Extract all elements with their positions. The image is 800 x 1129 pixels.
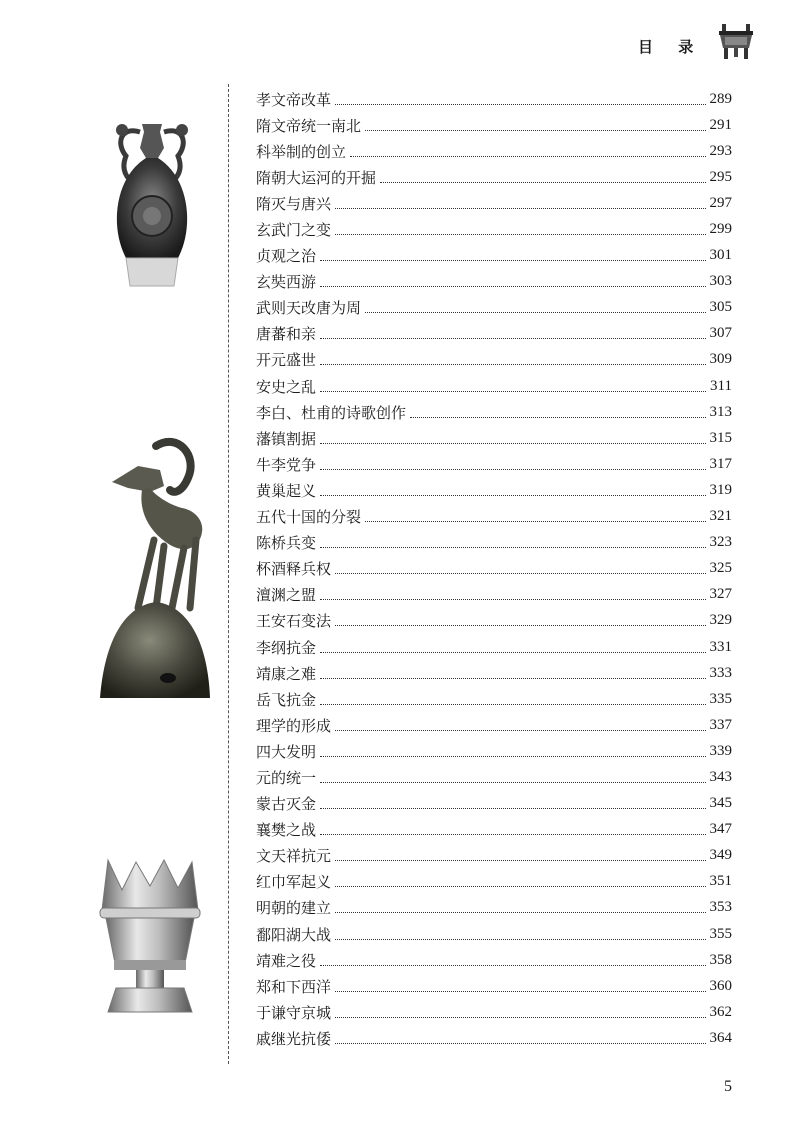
page-number: 5 [724,1078,732,1095]
toc-entry-page: 313 [709,403,732,420]
toc-entry-title: 玄奘西游 [256,273,317,292]
toc-entry-title: 藩镇割据 [256,429,317,448]
toc-entry-page: 362 [709,1003,732,1020]
toc-leader-dots [320,782,705,783]
toc-entry-title: 陈桥兵变 [256,534,317,553]
toc-entry-page: 305 [709,299,732,316]
toc-leader-dots [335,625,705,626]
toc-entry-title: 明朝的建立 [256,899,332,918]
toc-leader-dots [335,730,705,731]
toc-entry[interactable] [256,216,732,242]
toc-entry-page: 329 [709,612,732,629]
toc-leader-dots [320,286,705,287]
toc-entry-page: 295 [709,168,732,185]
toc-entry[interactable] [256,999,732,1025]
toc-entry-title: 孝文帝改革 [256,90,332,109]
toc-leader-dots [320,808,705,809]
toc-entry-title: 靖难之役 [256,951,317,970]
toc-entry-page: 303 [709,273,732,290]
toc-entry-page: 335 [709,690,732,707]
toc-entry-title: 于谦守京城 [256,1003,332,1022]
toc-leader-dots [320,547,705,548]
toc-entry[interactable] [256,869,732,895]
toc-entry[interactable] [256,269,732,295]
toc-entry-title: 五代十国的分裂 [256,508,362,527]
toc-leader-dots [320,495,705,496]
dashed-divider [228,84,229,1064]
toc-entry[interactable] [256,425,732,451]
toc-entry-title: 武则天改唐为周 [256,299,362,318]
toc-leader-dots [320,338,705,339]
toc-entry[interactable] [256,399,732,425]
toc-leader-dots [365,521,705,522]
toc-entry-page: 325 [709,560,732,577]
toc-entry-page: 355 [709,925,732,942]
toc-leader-dots [335,860,705,861]
toc-entry-title: 四大发明 [256,742,317,761]
toc-leader-dots [320,260,705,261]
toc-entry-page: 331 [709,638,732,655]
toc-entry-title: 文天祥抗元 [256,847,332,866]
toc-leader-dots [320,469,705,470]
toc-leader-dots [335,573,705,574]
toc-entry-title: 科举制的创立 [256,142,347,161]
toc-leader-dots [335,1043,705,1044]
toc-entry[interactable] [256,791,732,817]
toc-entry-title: 牛李党争 [256,455,317,474]
toc-entry-page: 293 [709,142,732,159]
page-title: 目 录 [638,38,704,56]
toc-entry-page: 353 [709,899,732,916]
toc-entry-page: 339 [709,742,732,759]
toc-entry-title: 襄樊之战 [256,821,317,840]
silver-cup-image [98,856,202,1018]
toc-entry[interactable] [256,712,732,738]
toc-entry-title: 杯酒释兵权 [256,560,332,579]
toc-entry-page: 291 [709,116,732,133]
toc-entry-title: 黄巢起义 [256,481,317,500]
toc-entry[interactable] [256,634,732,660]
toc-entry-title: 澶渊之盟 [256,586,317,605]
toc-entry-page: 289 [709,90,732,107]
toc-entry-page: 311 [710,377,732,394]
toc-entry[interactable] [256,556,732,582]
toc-entry-title: 李白、杜甫的诗歌创作 [256,403,407,422]
toc-entry-title: 贞观之治 [256,247,317,266]
toc-entry-page: 347 [709,821,732,838]
toc-entry[interactable] [256,112,732,138]
table-of-contents [256,86,732,1051]
toc-leader-dots [320,599,705,600]
toc-leader-dots [335,886,705,887]
toc-entry[interactable] [256,321,732,347]
toc-entry-page: 323 [709,534,732,551]
toc-entry[interactable] [256,138,732,164]
toc-leader-dots [335,991,705,992]
toc-entry-title: 隋朝大运河的开掘 [256,168,377,187]
toc-leader-dots [335,912,705,913]
toc-entry-title: 开元盛世 [256,351,317,370]
toc-entry[interactable] [256,738,732,764]
toc-entry[interactable] [256,817,732,843]
toc-entry-page: 319 [709,481,732,498]
toc-entry[interactable] [256,530,732,556]
toc-leader-dots [365,130,705,131]
toc-leader-dots [335,939,705,940]
toc-entry-title: 郑和下西洋 [256,977,332,996]
bronze-goat-bell-image [98,436,214,706]
toc-entry-title: 靖康之难 [256,664,317,683]
toc-entry-title: 李纲抗金 [256,638,317,657]
toc-entry-page: 307 [709,325,732,342]
toc-leader-dots [335,234,705,235]
toc-entry[interactable] [256,582,732,608]
toc-entry-page: 351 [709,873,732,890]
toc-entry-page: 309 [709,351,732,368]
toc-entry-title: 隋文帝统一南北 [256,116,362,135]
toc-entry-title: 戚继光抗倭 [256,1029,332,1048]
toc-leader-dots [320,756,705,757]
toc-entry-page: 301 [709,247,732,264]
toc-entry-title: 安史之乱 [256,377,317,396]
toc-entry-title: 岳飞抗金 [256,690,317,709]
toc-entry[interactable] [256,243,732,269]
toc-entry[interactable] [256,764,732,790]
toc-entry[interactable] [256,921,732,947]
toc-entry-page: 364 [709,1029,732,1046]
toc-entry[interactable] [256,686,732,712]
toc-leader-dots [320,391,706,392]
toc-entry[interactable] [256,504,732,530]
toc-leader-dots [365,312,705,313]
toc-entry-title: 元的统一 [256,768,317,787]
toc-leader-dots [410,417,705,418]
toc-leader-dots [335,208,705,209]
toc-leader-dots [320,704,705,705]
toc-entry-page: 349 [709,847,732,864]
toc-entry[interactable] [256,164,732,190]
toc-entry-page: 345 [709,795,732,812]
toc-leader-dots [350,156,705,157]
toc-entry-page: 333 [709,664,732,681]
toc-entry-title: 鄱阳湖大战 [256,925,332,944]
toc-entry[interactable] [256,608,732,634]
toc-leader-dots [335,1017,705,1018]
toc-entry[interactable] [256,973,732,999]
toc-entry[interactable] [256,451,732,477]
toc-entry-title: 蒙古灭金 [256,795,317,814]
toc-entry-title: 红巾军起义 [256,873,332,892]
toc-entry[interactable] [256,1025,732,1051]
toc-entry-page: 299 [709,221,732,238]
toc-entry-title: 隋灭与唐兴 [256,194,332,213]
toc-entry-title: 玄武门之变 [256,221,332,240]
toc-entry[interactable] [256,347,732,373]
toc-entry[interactable] [256,843,732,869]
toc-entry[interactable] [256,947,732,973]
toc-entry-title: 理学的形成 [256,716,332,735]
toc-entry-page: 317 [709,455,732,472]
toc-entry-page: 358 [709,951,732,968]
toc-leader-dots [320,443,705,444]
toc-leader-dots [335,104,705,105]
toc-entry-page: 343 [709,768,732,785]
toc-entry[interactable] [256,373,732,399]
toc-leader-dots [320,678,705,679]
bronze-ding-icon [716,22,756,60]
toc-leader-dots [320,652,705,653]
toc-entry-title: 唐蕃和亲 [256,325,317,344]
toc-leader-dots [320,965,705,966]
amphora-vase-image [104,118,200,293]
toc-entry-page: 297 [709,194,732,211]
toc-entry-page: 360 [709,977,732,994]
toc-entry[interactable] [256,86,732,112]
toc-entry-title: 王安石变法 [256,612,332,631]
toc-entry-page: 327 [709,586,732,603]
toc-entry[interactable] [256,477,732,503]
toc-entry[interactable] [256,190,732,216]
toc-leader-dots [320,364,705,365]
toc-entry[interactable] [256,895,732,921]
toc-leader-dots [320,834,705,835]
toc-leader-dots [380,182,705,183]
toc-entry-page: 315 [709,429,732,446]
toc-entry-page: 337 [709,716,732,733]
toc-entry[interactable] [256,295,732,321]
toc-entry-page: 321 [709,508,732,525]
toc-entry[interactable] [256,660,732,686]
